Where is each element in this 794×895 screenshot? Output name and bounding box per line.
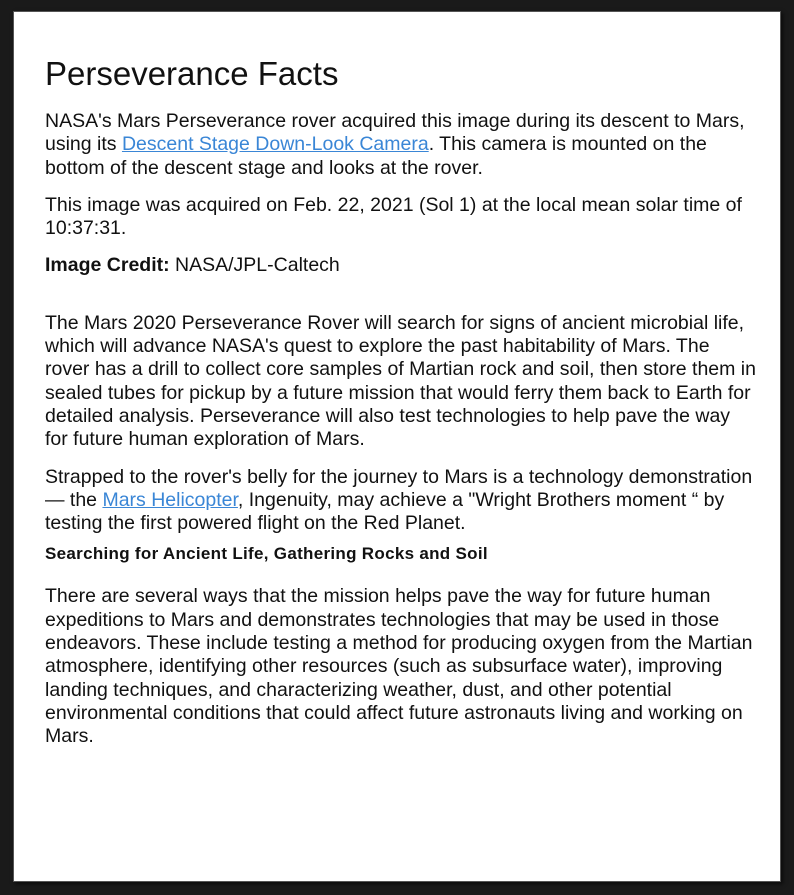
document-content bbox=[45, 54, 757, 749]
helicopter-text-after: , Ingenuity, may achieve a "Wright Brothers moment “ by testing the first powered flight on the Red Planet. bbox=[45, 488, 725, 535]
section-subheading: Searching for Ancient Life, Gathering Rocks and Soil bbox=[45, 544, 488, 564]
credit-paragraph bbox=[45, 254, 757, 277]
acquired-paragraph: This image was acquired on Feb. 22, 2021 (Sol 1) at the local mean solar time of 10:37:31. bbox=[45, 193, 742, 240]
helicopter-paragraph bbox=[45, 466, 757, 536]
mars-helicopter-link[interactable]: Mars Helicopter bbox=[102, 488, 238, 511]
helicopter-text-before: Strapped to the rover's belly for the journey to Mars is a technology demonstration — the bbox=[45, 465, 753, 511]
intro-text-after: . This camera is mounted on the bottom of the descent stage and looks at the rover. bbox=[45, 133, 707, 179]
document-page bbox=[13, 11, 781, 882]
credit-value: NASA/JPL-Caltech bbox=[169, 254, 340, 277]
credit-label: Image Credit: bbox=[45, 254, 170, 277]
descent-camera-link[interactable]: Descent Stage Down-Look Camera bbox=[121, 133, 429, 156]
mission-paragraph: The Mars 2020 Perseverance Rover will search for signs of ancient microbial life, which will advance NASA's quest to explore the past habitability of Mars. The rover has a drill to collect core samples of Martian rock and soil, then store them in sealed tubes for pickup by a future mission that would ferry them back to Earth for detailed analysis. Perseverance will also test technologies to help pave the way for future human exploration of Mars. bbox=[45, 311, 756, 451]
intro-paragraph bbox=[45, 110, 757, 180]
page-title: Perseverance Facts bbox=[45, 55, 339, 92]
intro-text-before: NASA's Mars Perseverance rover acquired this image during its descent to Mars, using its bbox=[45, 110, 745, 156]
endeavors-paragraph: There are several ways that the mission helps pave the way for future human expeditions to Mars and demonstrates technologies that may be used in those endeavors. These include testing a method for producing oxygen from the Martian atmosphere, identifying other resources (such as subsurface water), improving landing techniques, and characterizing weather, dust, and other potential environmental conditions that could affect future astronauts living and working on Mars. bbox=[45, 585, 753, 748]
